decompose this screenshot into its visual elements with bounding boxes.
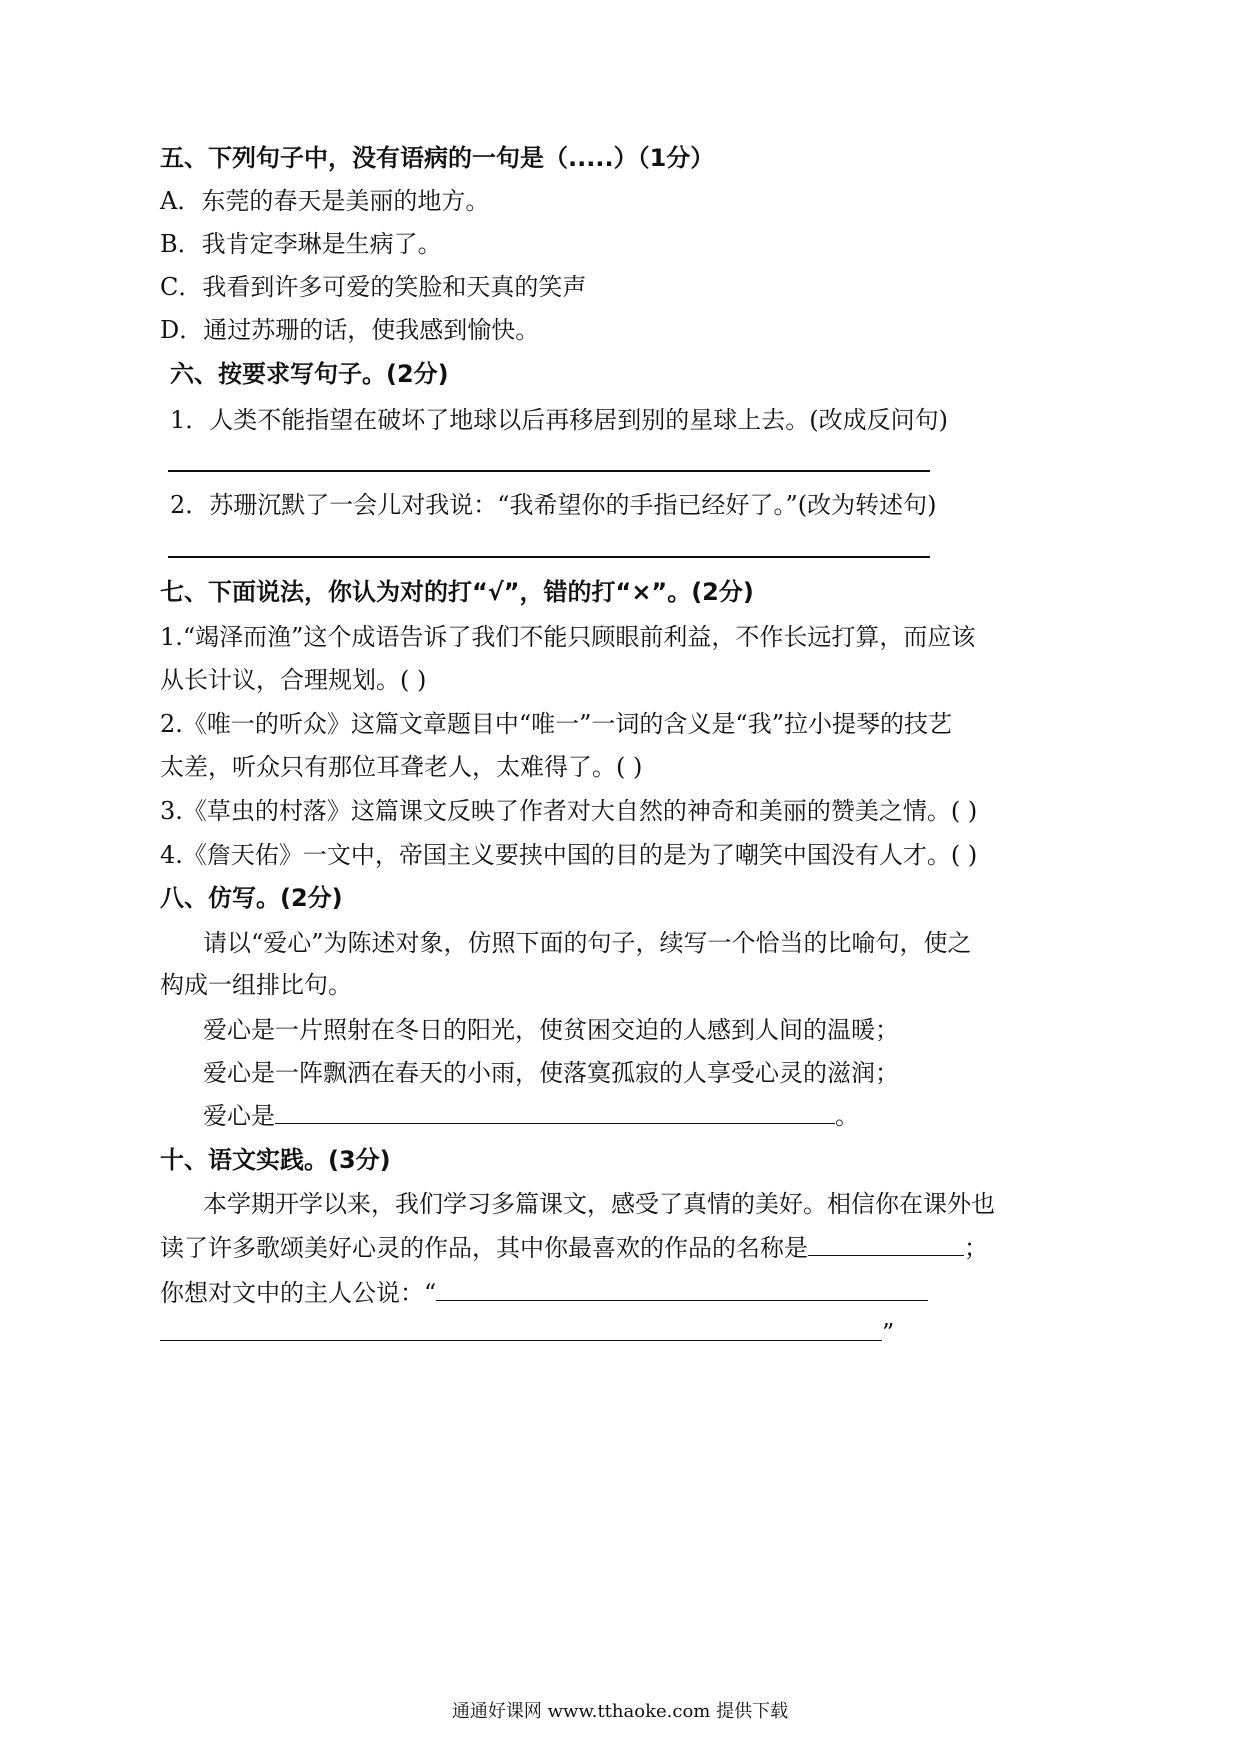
answer-line-1[interactable] (168, 470, 930, 472)
section-7-item-4: 4.《詹天佑》一文中，帝国主义要挟中国的目的是为了嘲笑中国没有人才。( ) (160, 841, 978, 869)
section-6-question-2: 2．苏珊沉默了一会儿对我说：“我希望你的手指已经好了。”(改为转述句) (170, 491, 937, 519)
section-10-line-2-text: 读了许多歌颂美好心灵的作品，其中你最喜欢的作品的名称是 (160, 1234, 808, 1262)
answer-line-2[interactable] (168, 556, 930, 558)
section-7-item-1-line-1: 1.“竭泽而渔”这个成语告诉了我们不能只顾眼前利益，不作长远打算，而应该 (160, 623, 976, 651)
section-8-title: 八、仿写。(2分) (160, 884, 343, 912)
imitation-end: 。 (835, 1102, 859, 1130)
section-10-line-2-end: ； (964, 1234, 988, 1262)
section-7-title: 七、下面说法，你认为对的打“√”，错的打“×”。(2分) (160, 578, 754, 606)
section-10-line-1: 本学期开学以来，我们学习多篇课文，感受了真情的美好。相信你在课外也 (203, 1190, 995, 1218)
section-10-line-3 (160, 1278, 928, 1308)
section-7-item-1-line-2: 从长计议，合理规划。( ) (160, 666, 427, 694)
section-10-line-4-end: ” (882, 1319, 895, 1347)
section-7-item-3: 3.《草虫的村落》这篇课文反映了作者对大自然的神奇和美丽的赞美之情。( ) (160, 797, 978, 825)
option-d: D．通过苏珊的话，使我感到愉快。 (160, 316, 540, 344)
section-7-item-2-line-1: 2.《唯一的听众》这篇文章题目中“唯一”一词的含义是“我”拉小提琴的技艺 (160, 710, 952, 738)
favorite-work-blank[interactable] (808, 1233, 964, 1256)
message-blank-2[interactable] (160, 1318, 882, 1341)
section-10-line-3-text: 你想对文中的主人公说：“ (160, 1279, 437, 1307)
footer-credit: 通通好课网 www.tthaoke.com 提供下载 (451, 1701, 789, 1722)
section-8-instruction-line-2: 构成一组排比句。 (160, 971, 352, 999)
message-blank-1[interactable] (436, 1278, 928, 1301)
example-sentence-2: 爱心是一阵飘洒在春天的小雨，使落寞孤寂的人享受心灵的滋润； (203, 1059, 899, 1087)
section-10-line-2 (160, 1233, 988, 1263)
imitation-answer-row (203, 1101, 859, 1131)
example-sentence-1: 爱心是一片照射在冬日的阳光，使贫困交迫的人感到人间的温暖； (203, 1016, 899, 1044)
section-5-title: 五、下列句子中，没有语病的一句是（.....）（1分） (160, 144, 715, 172)
option-c: C．我看到许多可爱的笑脸和天真的笑声 (160, 273, 587, 301)
imitation-prefix: 爱心是 (203, 1102, 275, 1130)
option-b: B．我肯定李琳是生病了。 (160, 230, 442, 258)
imitation-blank[interactable] (275, 1101, 835, 1124)
section-10-title: 十、语文实践。(3分) (160, 1146, 391, 1174)
section-7-item-2-line-2: 太差，听众只有那位耳聋老人，太难得了。( ) (160, 753, 643, 781)
section-10-line-4 (160, 1318, 894, 1348)
section-6-title: 六、按要求写句子。(2分) (170, 360, 449, 388)
section-6-question-1: 1．人类不能指望在破坏了地球以后再移居到别的星球上去。(改成反问句) (170, 406, 948, 434)
option-a: A．东莞的春天是美丽的地方。 (160, 187, 490, 215)
section-8-instruction-line-1: 请以“爱心”为陈述对象，仿照下面的句子，续写一个恰当的比喻句，使之 (203, 929, 972, 957)
